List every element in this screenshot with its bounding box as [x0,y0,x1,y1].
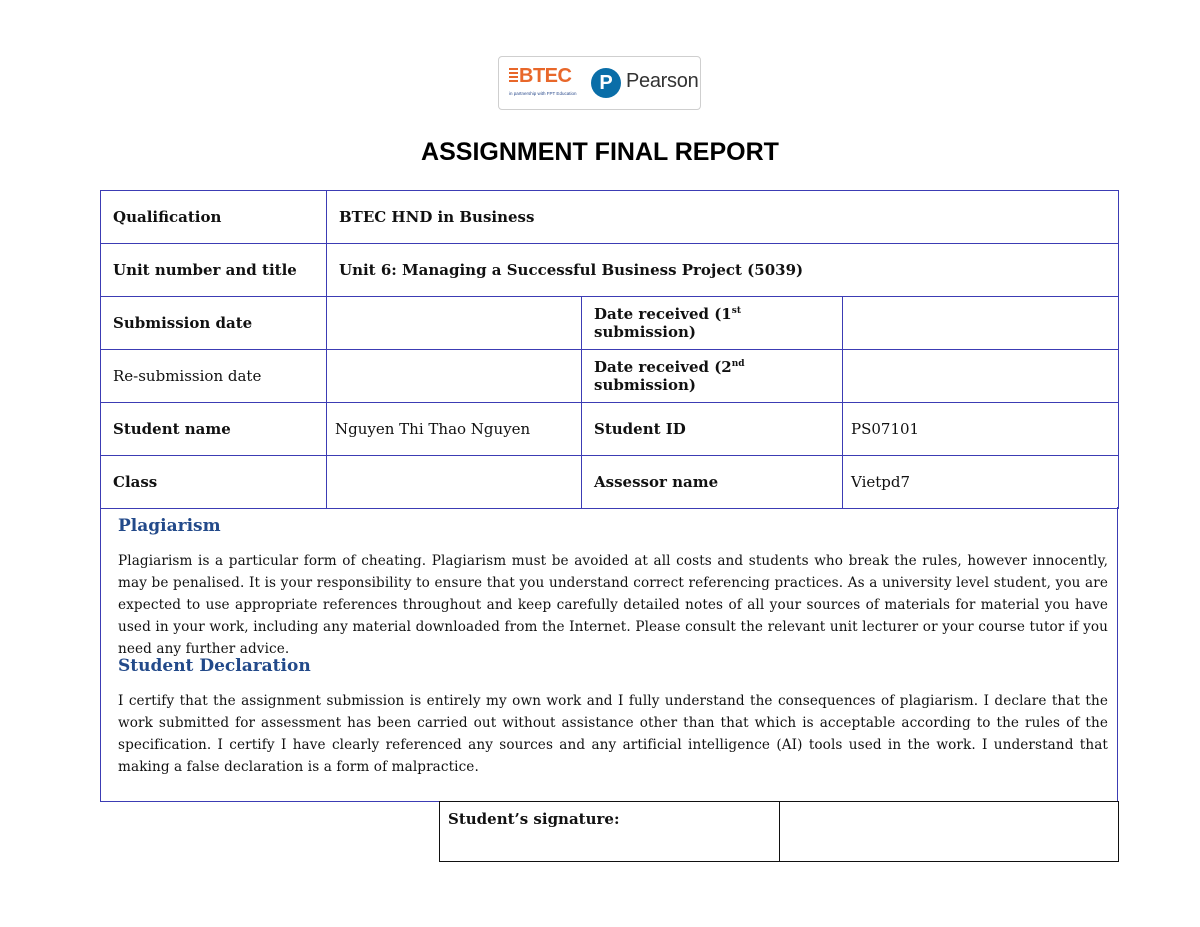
date-received-1-label-text: Date received (1 [594,305,732,323]
date-received-1-value [843,297,1119,350]
resubmission-date-value [327,350,582,403]
assessor-name-label: Assessor name [582,456,843,509]
table-row [101,244,1119,297]
class-label: Class [101,456,327,509]
btec-mark-icon [509,68,518,86]
table-row [101,456,1119,509]
student-id-value: PS07101 [843,403,1119,456]
date-received-2-label-sup: nd [731,359,745,369]
date-received-2-label-end: submission) [594,376,697,394]
table-row [440,802,1119,862]
table-row [101,297,1119,350]
qualification-label: Qualification [101,191,327,244]
resubmission-date-label: Re-submission date [101,350,327,403]
date-received-2-label [582,350,843,403]
date-received-1-label [582,297,843,350]
table-row [101,403,1119,456]
btec-logo [509,65,577,105]
date-received-1-label-sup: st [731,306,741,316]
date-received-1-label-end: submission) [594,323,697,341]
student-name-label: Student name [101,403,327,456]
logo [498,56,701,110]
submission-date-label: Submission date [101,297,327,350]
declaration-text: I certify that the assignment submission is entirely my own work and I fully understand the consequences of plagiarism. I declare that the work submitted for assessment has been carried out without assistance other than that which is acceptable according to the rules of the specification. I certify I have clearly referenced any sources and any artificial intelligence (AI) tools used in the work. I understand that making a false declaration is a form of malpractice. [118,693,1108,775]
table-row [101,350,1119,403]
unit-label: Unit number and title [101,244,327,297]
qualification-value: BTEC HND in Business [327,191,1119,244]
unit-value: Unit 6: Managing a Successful Business Project (5039) [327,244,1119,297]
student-id-label: Student ID [582,403,843,456]
plagiarism-heading: Plagiarism [118,516,221,536]
class-value [327,456,582,509]
date-received-2-value [843,350,1119,403]
pearson-logo-text: Pearson [626,70,699,92]
btec-logo-text: BTEC [519,65,572,87]
date-received-2-label-text: Date received (2 [594,358,732,376]
table-row [101,191,1119,244]
signature-label: Student’s signature: [440,802,780,862]
student-name-value: Nguyen Thi Thao Nguyen [327,403,582,456]
assessor-name-value: Vietpd7 [843,456,1119,509]
assignment-info-table [100,190,1119,509]
page-title: ASSIGNMENT FINAL REPORT [421,138,779,166]
signature-table [439,801,1119,862]
btec-logo-subtext: in partnership with FPT Education [509,91,577,96]
signature-field[interactable] [780,802,1119,862]
submission-date-value [327,297,582,350]
plagiarism-declaration-box [100,507,1118,802]
declaration-heading: Student Declaration [118,656,311,676]
pearson-icon: P [591,68,621,98]
plagiarism-text: Plagiarism is a particular form of cheating. Plagiarism must be avoided at all costs and students who break the rules, however innocently, may be penalised. It is your responsibility to ensure that you understand correct referencing practices. As a university level student, you are expected to use appropriate references throughout and keep carefully detailed notes of all your sources of materials for material you have used in your work, including any material downloaded from the Internet. Please consult the relevant unit lecturer or your course tutor if you need any further advice. [118,553,1108,657]
